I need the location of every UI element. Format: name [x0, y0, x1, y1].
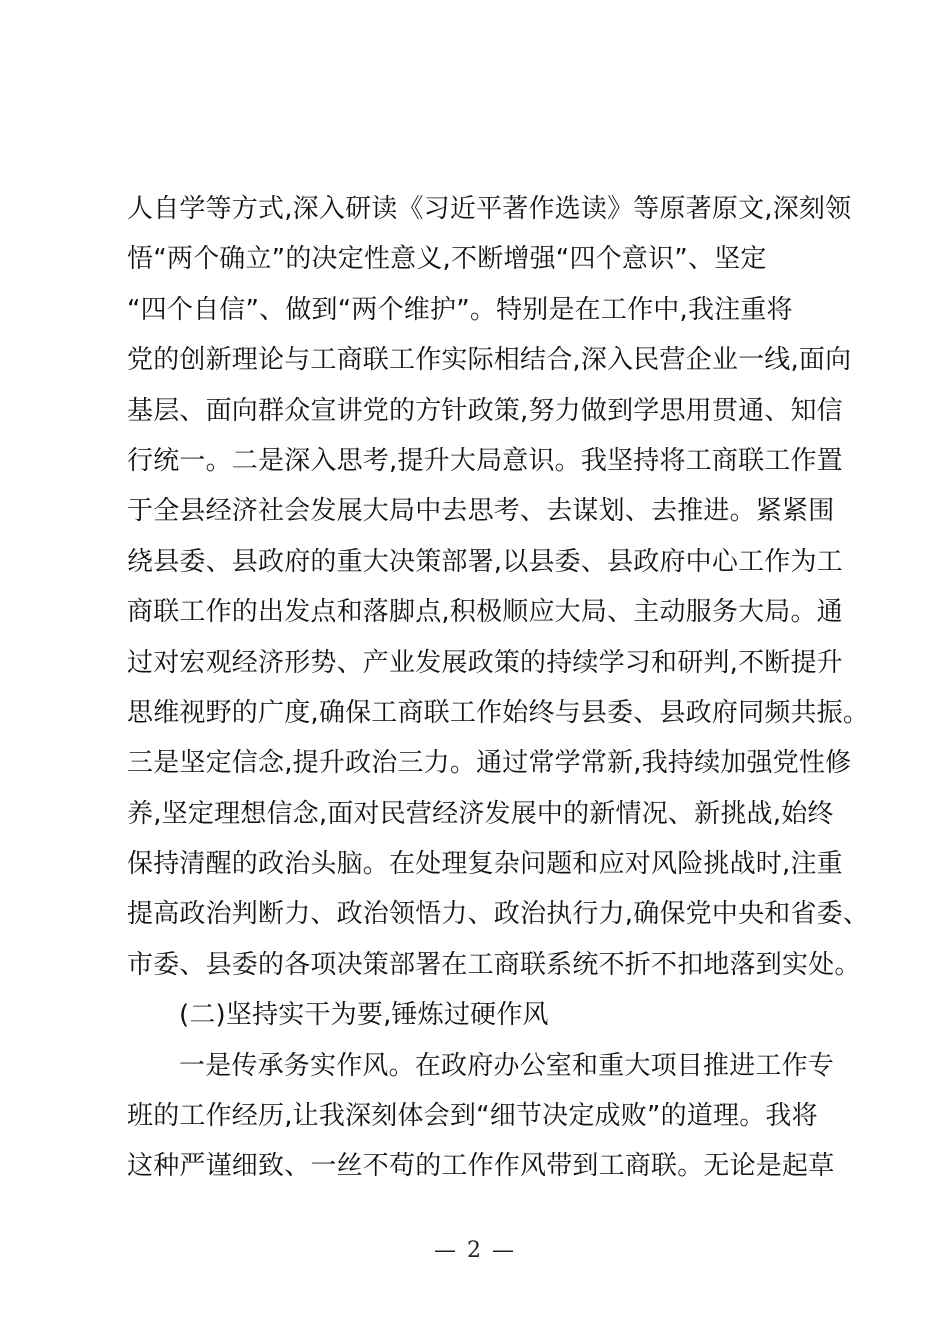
- body-text: [127, 184, 870, 1192]
- section-heading: (二)坚持实干为要,锤炼过硬作风: [179, 1000, 549, 1031]
- text-line: 悟“两个确立”的决定性意义,不断增强“四个意识”、坚定: [127, 244, 767, 275]
- text-line: 于全县经济社会发展大局中去思考、去谋划、去推进。紧紧围: [127, 496, 835, 527]
- text-line: 一是传承务实作风。在政府办公室和重大项目推进工作专: [179, 1050, 835, 1081]
- text-line: 商联工作的出发点和落脚点,积极顺应大局、主动服务大局。通: [127, 597, 843, 628]
- page-number: — 2 —: [434, 1238, 516, 1263]
- text-line: 保持清醒的政治头脑。在处理复杂问题和应对风险挑战时,注重: [127, 849, 843, 880]
- text-line: 基层、面向群众宣讲党的方针政策,努力做到学思用贯通、知信: [127, 395, 843, 426]
- text-line: 提高政治判断力、政治领悟力、政治执行力,确保党中央和省委、: [127, 899, 870, 930]
- text-line: 这种严谨细致、一丝不苟的工作作风带到工商联。无论是起草: [127, 1151, 835, 1182]
- text-line: 班的工作经历,让我深刻体会到“细节决定成败”的道理。我将: [127, 1101, 818, 1132]
- text-line: 党的创新理论与工商联工作实际相结合,深入民营企业一线,面向: [127, 345, 852, 376]
- text-line: “四个自信”、做到“两个维护”。特别是在工作中,我注重将: [127, 294, 793, 325]
- text-line: 思维视野的广度,确保工商联工作始终与县委、县政府同频共振。: [127, 697, 870, 728]
- text-line: 行统一。二是深入思考,提升大局意识。我坚持将工商联工作置: [127, 445, 843, 476]
- text-line: 人自学等方式,深入研读《习近平著作选读》等原著原文,深刻领: [127, 194, 852, 224]
- text-line: 三是坚定信念,提升政治三力。通过常学常新,我持续加强党性修: [127, 748, 852, 779]
- text-line: 市委、县委的各项决策部署在工商联系统不折不扣地落到实处。: [127, 949, 861, 980]
- text-line: 绕县委、县政府的重大决策部署,以县委、县政府中心工作为工: [127, 546, 843, 577]
- text-line: 过对宏观经济形势、产业发展政策的持续学习和研判,不断提升: [127, 647, 843, 678]
- text-line: 养,坚定理想信念,面对民营经济发展中的新情况、新挑战,始终: [127, 798, 834, 829]
